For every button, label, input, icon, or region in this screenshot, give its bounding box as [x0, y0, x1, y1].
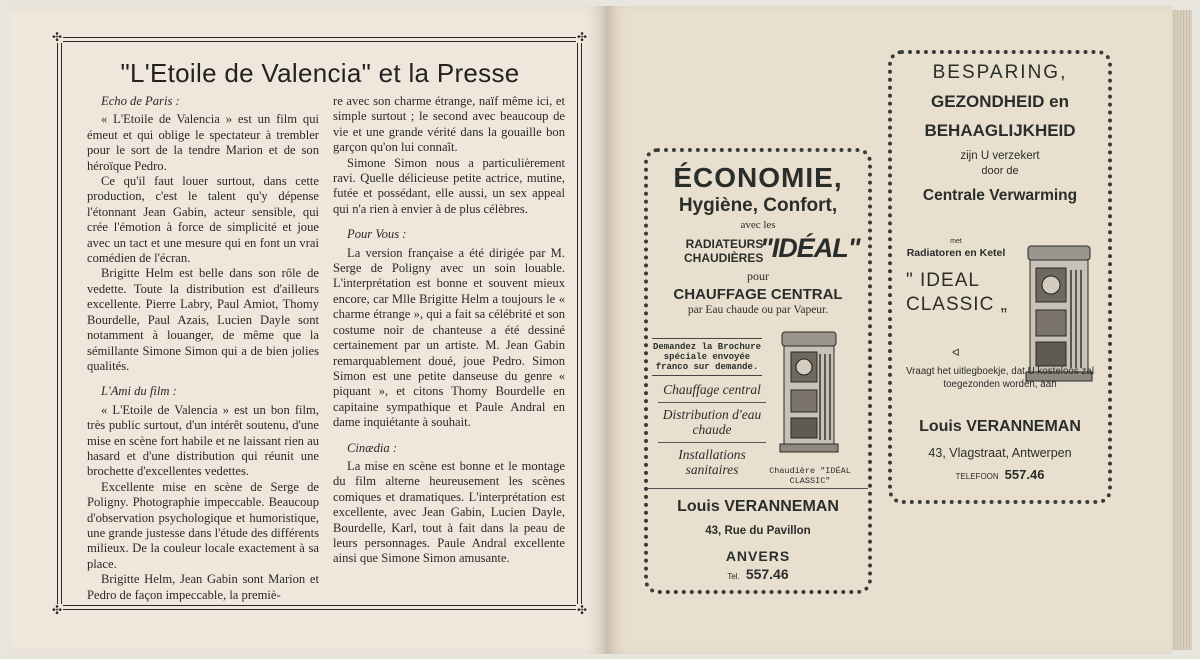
- ad-text: Centrale Verwarming: [922, 187, 1078, 204]
- paragraph: La mise en scène est bonne et le montage du film alterne heureusement les scènes comiques et dramatiques. L'interprétation est excellente, avec Jean Gabin, Lucien Dayle, Bourdelle, Karl, tout à fait dans la peau de leurs personnages. Paule Andral excellente ainsi que Simone Simon amusante.: [333, 458, 565, 566]
- ideal-advertisement-french: [644, 148, 872, 594]
- ad-product-block: [894, 238, 1018, 317]
- page-edges: [1172, 10, 1192, 650]
- paragraph: Brigitte Helm, Jean Gabin sont Marion et Pedro de façon impeccable, la premiè-: [87, 572, 319, 602]
- ornament-icon: ᐊ: [952, 348, 960, 359]
- ad-headline: BESPARING,: [932, 62, 1068, 83]
- ad-brand: [648, 235, 868, 269]
- services-list: [652, 382, 772, 482]
- ad-headline: ÉCONOMIE,: [673, 162, 843, 193]
- frame-corner-ornament: ✣: [51, 603, 63, 617]
- ideal-logo-text: "IDÉAL": [760, 233, 860, 263]
- tel-label: Tel.: [727, 572, 740, 581]
- boiler-illustration: [774, 328, 844, 458]
- ad-address: 43, Rue du Pavillon: [705, 525, 811, 537]
- ad-city: ANVERS: [725, 548, 791, 564]
- ad-text: door de: [981, 165, 1019, 177]
- frame-corner-ornament: ✣: [576, 30, 588, 44]
- ad-text: Radiatoren en Ketel: [906, 247, 1006, 259]
- ad-text: avec les: [740, 219, 776, 231]
- brochure-note: Demandez la Brochure spéciale envoyée franco sur demande.: [652, 338, 762, 376]
- frame-corner-ornament: ✣: [51, 30, 63, 44]
- ad-text: met: [950, 238, 962, 245]
- ad-text: pour: [747, 269, 769, 283]
- paragraph: re avec son charme étrange, naïf même ici, et simple surtout ; le second avec beaucoup de vie et une grande vérité dans la gouaille bon garçon qu'on lui connaît.: [333, 94, 565, 155]
- article-column-1: [87, 94, 319, 603]
- ad-subheadline: Hygiène, Confort,: [678, 195, 838, 216]
- paragraph: « L'Etoile de Valencia » est un bon film, très public surtout, d'un intérêt soutenu, d'une mise en scène fort habile et ne laissant rien au hasard et d'une distribution qui réunit une brochette d'excellentes vedettes.: [87, 402, 319, 479]
- ad-telephone: [892, 466, 1108, 484]
- paragraph: Excellente mise en scène de Serge de Poligny. Photographie impeccable. Beaucoup d'observation psychologique et humoristique, une grande justesse dans l'étude des différents milieux. De la couleur locale exactement à sa place.: [87, 479, 319, 571]
- ad-text: CHAUDIÈRES: [684, 251, 764, 265]
- ad-address: 43, Vlagstraat, Antwerpen: [928, 446, 1072, 460]
- source-ami-du-film: L'Ami du film :: [101, 384, 177, 399]
- ad-dealer-name: Louis VERANNEMAN: [677, 498, 839, 515]
- ideal-classic-text: " IDEAL CLASSIC „: [906, 270, 1008, 315]
- paragraph: Brigitte Helm est belle dans son rôle de vedette. Toute la distribution est d'ailleurs excellente. Pierre Labry, Paul Amiot, Thomy Bourdelle, Paul Azais, Lucien Dayle sont notamment à louanger, de même que la sémillante Simone Simon qui a de bien jolies qualités.: [87, 266, 319, 373]
- service-item: Chauffage central: [663, 382, 761, 397]
- source-pour-vous: Pour Vous :: [347, 227, 407, 242]
- paragraph: « L'Etoile de Valencia » est un film qui émeut et qui oblige le spectateur à trembler pour le sort de la tendre Marion et de son héroïque Pedro.: [87, 112, 319, 173]
- tel-number: 557.46: [1004, 467, 1045, 482]
- frame-corner-ornament: ✣: [576, 603, 588, 617]
- ad-text: zijn U verzekert: [960, 150, 1040, 162]
- ideal-advertisement-dutch: [888, 50, 1112, 504]
- tel-label: TELEFOON: [955, 472, 999, 481]
- ad-headline: BEHAAGLIJKHEID: [924, 121, 1076, 140]
- article-title: "L'Etoile de Valencia" et la Presse: [120, 58, 520, 88]
- paragraph: Ce qu'il faut louer surtout, dans cette production, c'est le talent qu'y dépense l'étonnant Jean Gabin, acteur sensible, qui crée l'émotion à force de simplicité et joue avec un tact et une mesure qui en font un vrai comédien de l'écran.: [87, 174, 319, 266]
- ad-text: RADIATEURS: [685, 237, 764, 251]
- ad-headline: GEZONDHEID en: [931, 92, 1069, 111]
- ad-text: CHAUFFAGE CENTRAL: [673, 286, 843, 303]
- tel-number: 557.46: [745, 566, 789, 582]
- article-column-2: [333, 94, 565, 567]
- ad-text: par Eau chaude ou par Vapeur.: [687, 304, 829, 316]
- ad-dealer-name: Louis VERANNEMAN: [919, 418, 1081, 435]
- boiler-caption: Chaudière "IDÉAL CLASSIC": [769, 466, 851, 486]
- ad-telephone: [648, 566, 868, 584]
- source-cinaedia: Cinædia :: [347, 440, 398, 455]
- paragraph: La version française a été dirigée par M. Serge de Poligny avec un soin louable. L'interprétation est bonne et souvent mieux encore, car Mlle Brigitte Helm a toujours le « charme étrange », qui a fait sa célébrité et son costume noir de chanteuse a été dessiné certainement par un artiste. M. Jean Gabin remarquablement doué, joue Pedro. Simon Simon est une petite danseuse du genre « piquant », et citons Thomy Bourdelle en capitaine sympathique et Paule Andral en dame inquiétante à souhait.: [333, 245, 565, 430]
- service-item: Distribution d'eau chaude: [662, 407, 762, 437]
- ad-text: Vraagt het uitlegboekje, dat U kosteloos zal toegezonden worden, aan: [905, 366, 1095, 390]
- paragraph: Simone Simon nous a particulièrement ravi. Quelle délicieuse petite actrice, mutine, futée et possédant, elle aussi, un sex appeal qui n'a rien à envier à de plus célèbres.: [333, 155, 565, 216]
- service-item: Installations sanitaires: [678, 447, 746, 477]
- source-echo-de-paris: Echo de Paris :: [101, 94, 180, 108]
